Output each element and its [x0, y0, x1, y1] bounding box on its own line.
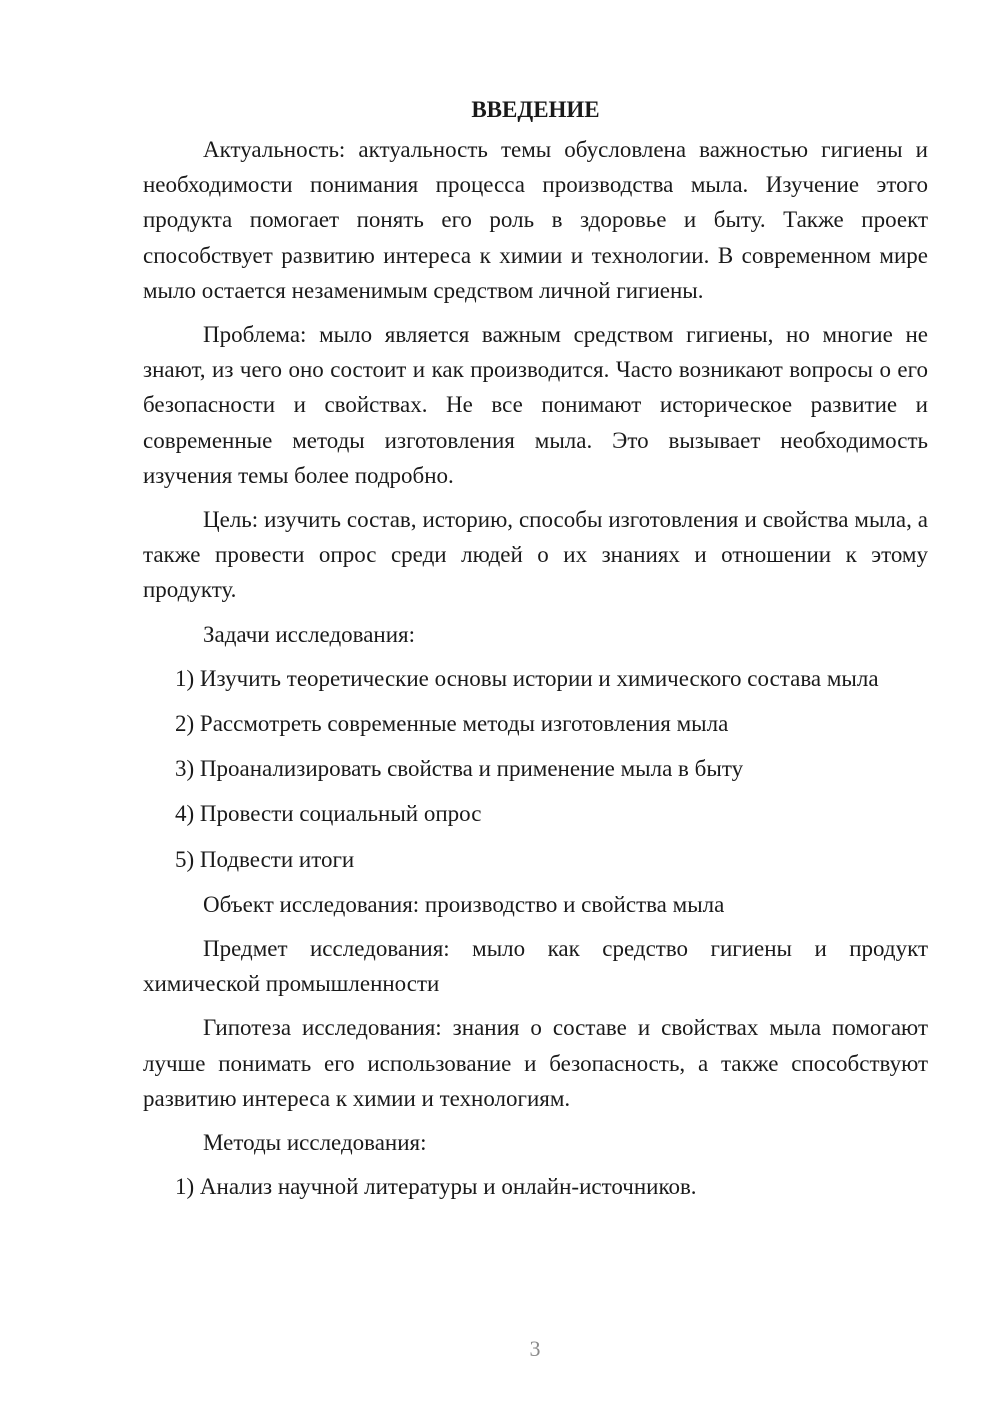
method-item-1: 1) Анализ научной литературы и онлайн-источников.: [175, 1174, 697, 1200]
task-item-3: 3) Проанализировать свойства и применение мыла в быту: [175, 756, 744, 782]
paragraph-hypothesis: Гипотеза исследования: знания о составе и свойствах мыла помогают лучше понимать его использование и безопасность, а также способствуют развитию интереса к химии и технологиям.: [143, 1015, 928, 1111]
paragraph-problem: Проблема: мыло является важным средством гигиены, но многие не знают, из чего оно состоит и как производится. Часто возникают вопросы о его безопасности и свойствах. Не все понимают историческое развитие и современные методы изготовления мыла. Это вызывает необходимость изучения темы более подробно.: [143, 322, 928, 488]
task-item-4: 4) Провести социальный опрос: [175, 801, 482, 827]
tasks-heading: Задачи исследования:: [203, 621, 416, 647]
page-title: ВВЕДЕНИЕ: [471, 97, 600, 122]
task-item-1: 1) Изучить теоретические основы истории и химического состава мыла: [175, 665, 879, 691]
page-content: [143, 92, 928, 1214]
paragraph-relevance: Актуальность: актуальность темы обусловлена важностью гигиены и необходимости понимания процесса производства мыла. Изучение этого продукта помогает понять его роль в здоровье и быту. Также проект способствует развитию интереса к химии и технологии. В современном мире мыло остается незаменимым средством личной гигиены.: [143, 137, 928, 303]
paragraph-goal: Цель: изучить состав, историю, способы изготовления и свойства мыла, а также провести опрос среди людей о их знаниях и отношении к этому продукту.: [143, 507, 928, 603]
methods-heading: Методы исследования:: [203, 1130, 427, 1156]
paragraph-object: Объект исследования: производство и свойства мыла: [203, 891, 725, 917]
task-item-5: 5) Подвести итоги: [175, 846, 355, 872]
page-number: 3: [529, 1336, 541, 1361]
task-item-2: 2) Рассмотреть современные методы изготовления мыла: [175, 711, 729, 737]
paragraph-subject: Предмет исследования: мыло как средство гигиены и продукт химической промышленности: [143, 936, 928, 997]
